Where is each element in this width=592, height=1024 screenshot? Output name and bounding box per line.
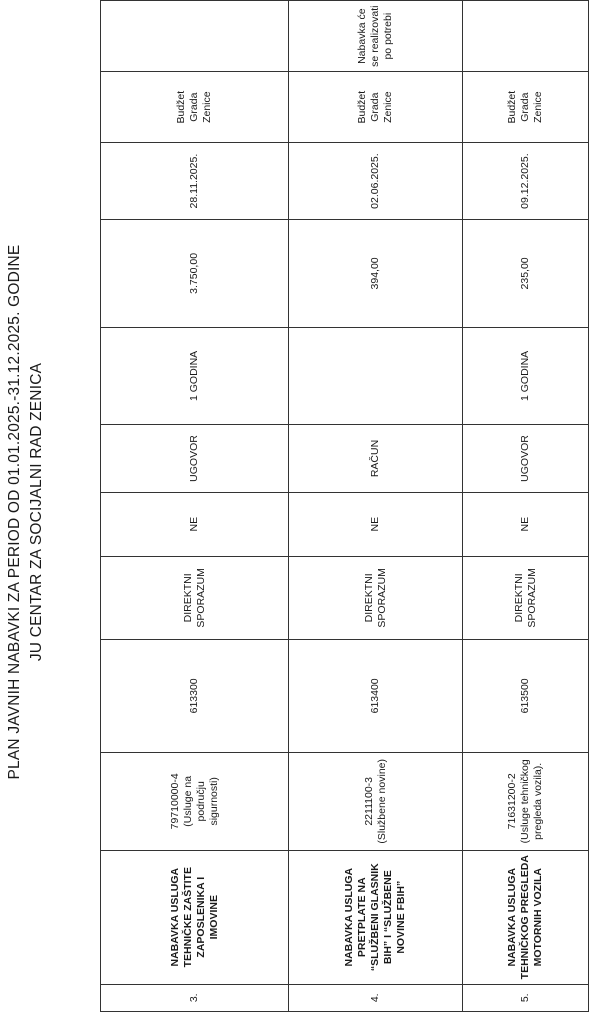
table-row <box>101 1 289 1012</box>
procedure-type: DIREKTNI SPORAZUM <box>101 556 289 639</box>
note: Nabavka će se realizovati po potrebi <box>289 1 463 72</box>
contract-duration <box>289 327 463 425</box>
procurement-subject: NABAVKA USLUGA PRETPLATE NA “SLUŽBENI GLASNIK BIH” I “SLUŽBENE NOVINE FBIH” <box>289 850 463 984</box>
e-auction: NE <box>101 492 289 556</box>
planned-date: 09.12.2025. <box>463 142 589 219</box>
table-row <box>289 1 463 1012</box>
funding-source: Budžet Grada Zenice <box>463 72 589 143</box>
procedure-type: DIREKTNI SPORAZUM <box>289 556 463 639</box>
budget-account: 613500 <box>463 639 589 752</box>
procurement-subject: NABAVKA USLUGA TEHNIČKOG PREGLEDA MOTORNIH VOZILA <box>463 850 589 984</box>
row-number: 5. <box>463 984 589 1011</box>
cpv-code: 79710000-4 (Usluge na području sigurnosti) <box>101 752 289 850</box>
estimated-value: 3.750,00 <box>101 220 289 327</box>
budget-account: 613400 <box>289 639 463 752</box>
contract-duration: 1 GODINA <box>463 327 589 425</box>
contract-type: UGOVOR <box>463 425 589 492</box>
contract-duration: 1 GODINA <box>101 327 289 425</box>
row-number: 3. <box>101 984 289 1011</box>
procurement-subject: NABAVKA USLUGA TEHNIČKE ZAŠTITE ZAPOSLENIKA I IMOVINE <box>101 850 289 984</box>
estimated-value: 235,00 <box>463 220 589 327</box>
contract-type: UGOVOR <box>101 425 289 492</box>
note <box>463 1 589 72</box>
budget-account: 613300 <box>101 639 289 752</box>
cpv-code: 2211100-3 (Službene novine) <box>289 752 463 850</box>
row-number: 4. <box>289 984 463 1011</box>
document-subtitle: JU CENTAR ZA SOCIJALNI RAD ZENICA <box>28 362 45 662</box>
e-auction: NE <box>463 492 589 556</box>
table-row <box>463 1 589 1012</box>
cpv-code: 71631200-2 (Usluge tehničkog pregleda vozila). <box>463 752 589 850</box>
estimated-value: 394,00 <box>289 220 463 327</box>
planned-date: 28.11.2025. <box>101 142 289 219</box>
contract-type: RAČUN <box>289 425 463 492</box>
planned-date: 02.06.2025. <box>289 142 463 219</box>
funding-source: Budžet Grada Zenice <box>289 72 463 143</box>
e-auction: NE <box>289 492 463 556</box>
funding-source: Budžet Grada Zenice <box>101 72 289 143</box>
procedure-type: DIREKTNI SPORAZUM <box>463 556 589 639</box>
procurement-table <box>100 0 589 1012</box>
document-title: PLAN JAVNIH NABAVKI ZA PERIOD OD 01.01.2025.-31.12.2025. GODINE <box>6 244 23 780</box>
note <box>101 1 289 72</box>
